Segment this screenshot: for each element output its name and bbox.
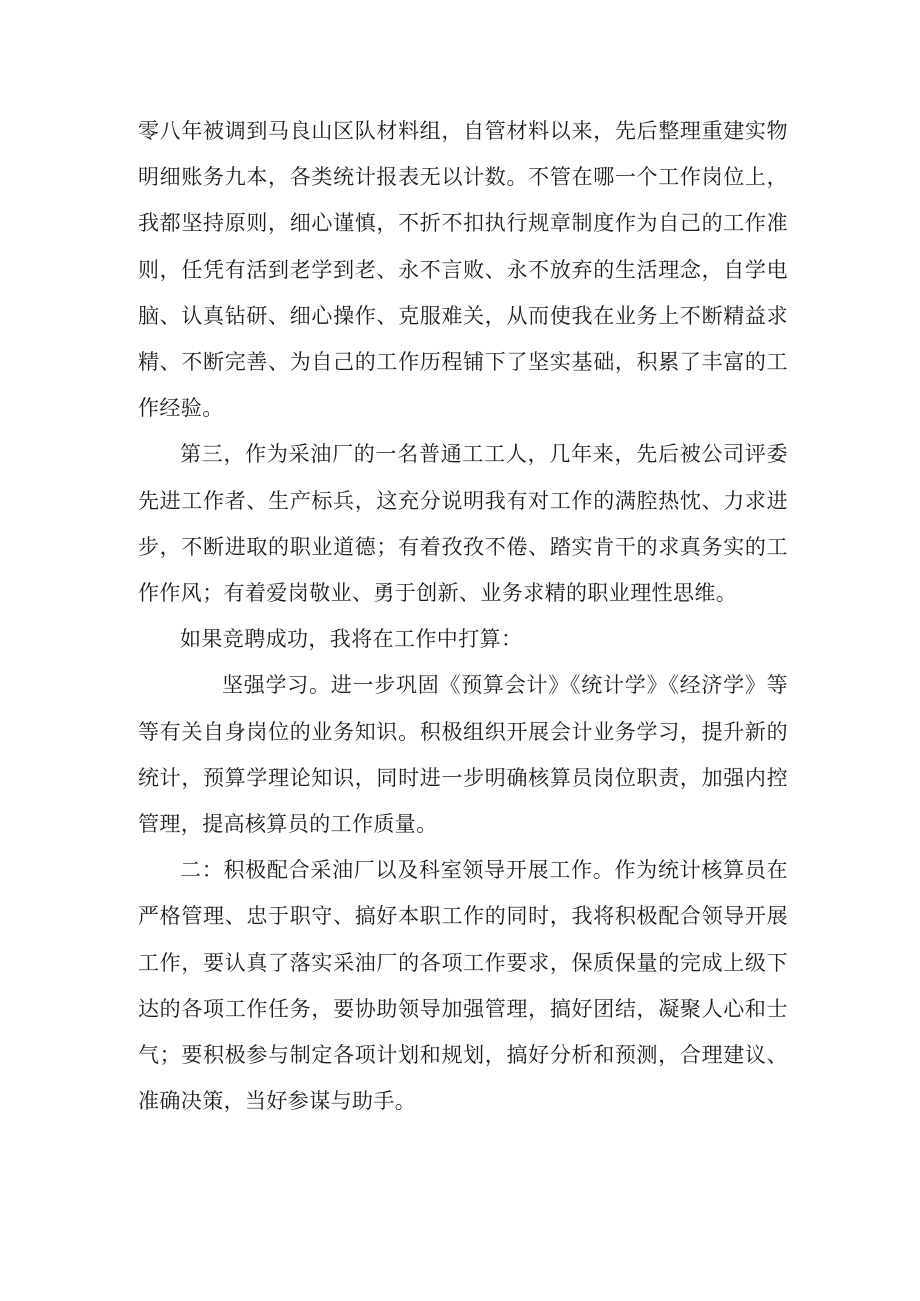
- paragraph-4: 坚强学习。进一步巩固《预算会计》《统计学》《经济学》等等有关自身岗位的业务知识。积极组织开展会计业务学习，提升新的统计，预算学理论知识，同时进一步明确核算员岗位职责，加强内控管理，提高核算员的工作质量。: [138, 673, 788, 837]
- paragraph-2: 第三，作为采油厂的一名普通工工人，几年来，先后被公司评委先进工作者、生产标兵，这充分说明我有对工作的满腔热忱、力求进步，不断进取的职业道德；有着孜孜不倦、踏实肯干的求真务实的工作作风；有着爱岗敬业、勇于创新、业务求精的职业理性思维。: [138, 442, 788, 606]
- paragraph-5: 二：积极配合采油厂以及科室领导开展工作。作为统计核算员在严格管理、忠于职守、搞好本职工作的同时，我将积极配合领导开展工作，要认真了落实采油厂的各项工作要求，保质保量的完成上级下达的各项工作任务，要协助领导加强管理，搞好团结，凝聚人心和士气；要积极参与制定各项计划和规划，搞好分析和预测，合理建议、准确决策，当好参谋与助手。: [138, 858, 788, 1114]
- paragraph-3: 如果竞聘成功，我将在工作中打算：: [180, 627, 523, 652]
- paragraph-1: 零八年被调到马良山区队材料组，自管材料以来，先后整理重建实物明细账务九本，各类统计报表无以计数。不管在哪一个工作岗位上，我都坚持原则，细心谨慎，不折不扣执行规章制度作为自己的工作准则，任凭有活到老学到老、永不言败、永不放弃的生活理念，自学电脑、认真钻研、细心操作、克服难关，从而使我在业务上不断精益求精、不断完善、为自己的工作历程铺下了坚实基础，积累了丰富的工作经验。: [138, 119, 788, 421]
- document-body: [138, 108, 788, 1124]
